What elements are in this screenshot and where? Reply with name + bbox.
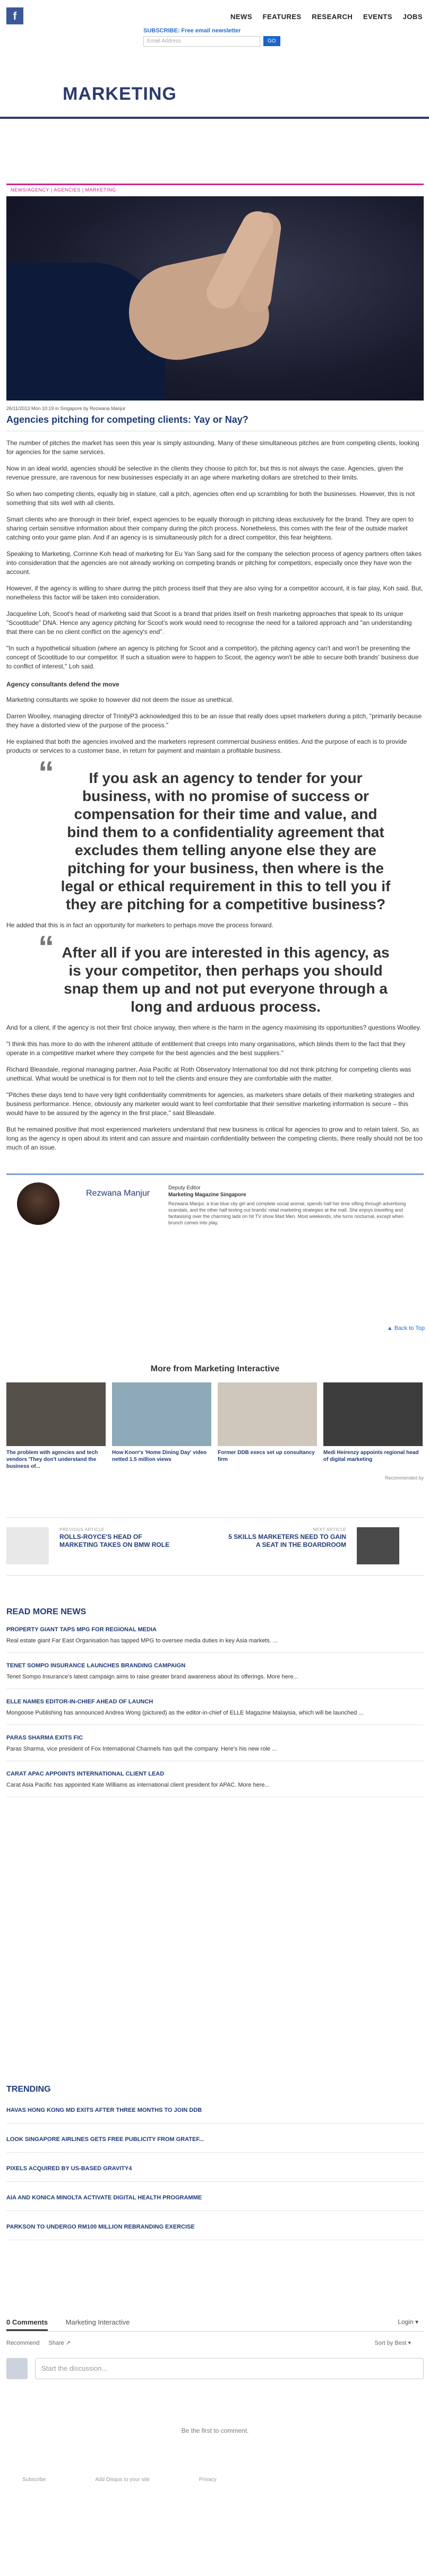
brand-divider — [0, 117, 429, 119]
next-article-thumbnail[interactable] — [357, 1527, 399, 1564]
top-bar — [0, 0, 429, 58]
author-title: Deputy Editor — [168, 1185, 201, 1191]
news-desc: Mongoose Publishing has announced Andrea Wong (pictured) as the editor-in-chief of ELLE Magazine Malaysia, which will be launched ... — [6, 1710, 364, 1716]
section-title: READ MORE NEWS — [6, 1607, 87, 1616]
privacy-link[interactable]: Privacy — [199, 2477, 217, 2483]
recommended-card[interactable] — [112, 1382, 211, 1470]
news-link[interactable]: TENET SOMPO INSURANCE LAUNCHES BRANDING CAMPAIGN — [6, 1663, 186, 1669]
page-title: Agencies pitching for competing clients: Yay or Nay? — [6, 414, 248, 425]
news-link[interactable]: PARAS SHARMA EXITS FIC — [6, 1735, 83, 1741]
subscribe-link[interactable]: Subscribe — [22, 2477, 46, 2483]
card-list — [6, 1382, 424, 1470]
nav-research[interactable]: RESEARCH — [312, 13, 353, 21]
brand-logo[interactable]: MARKETING — [63, 84, 177, 104]
paragraph: Jacqueline Loh, Scoot's head of marketing said that Scoot is a brand that prides itself on fresh marketing approaches that speak to its unique "Scootitude" DNA. Hence any agency pitching for Scoot's work would need to recognise the need for a tailored approach and "an understanding that there can be no client conflict on the agency's end". — [6, 610, 412, 636]
nav-features[interactable]: FEATURES — [262, 13, 302, 21]
card-thumbnail[interactable] — [6, 1382, 106, 1446]
brand-bar — [63, 84, 177, 105]
author-publication: Marketing Magazine Singapore — [168, 1192, 246, 1198]
newsletter-signup — [143, 28, 280, 47]
nav-jobs[interactable]: JOBS — [402, 13, 423, 21]
nav-events[interactable]: EVENTS — [363, 13, 392, 21]
divider — [6, 1652, 424, 1653]
trending-section — [6, 2085, 424, 2240]
card-thumbnail[interactable] — [112, 1382, 211, 1446]
divider — [6, 2123, 424, 2124]
trending-link[interactable]: AIA AND KONICA MINOLTA ACTIVATE DIGITAL HEALTH PROGRAMME — [6, 2195, 202, 2201]
recommended-card[interactable] — [6, 1382, 106, 1470]
nav-news[interactable]: NEWS — [230, 13, 252, 21]
section-title: More from Marketing Interactive — [150, 1364, 280, 1373]
card-caption[interactable]: Former DDB execs set up consultancy firm — [218, 1450, 315, 1463]
recommended-by[interactable]: Recommended by — [384, 1475, 424, 1481]
news-link[interactable]: PROPERTY GIANT TAPS MPG FOR REGIONAL MEDIA — [6, 1626, 157, 1633]
pull-quote-text: After all if you are interested in this agency, as is your competitor, then perhaps you should snap them up and not put everyone through a long and arduous process. — [62, 944, 390, 1015]
avatar — [6, 2358, 28, 2379]
list-item — [6, 1735, 424, 1761]
author-bio: Rezwana Manjur, a true blue city girl and complete social animal, spends half her time sifting through advertising scandals, and the other half testing out brands' retail marketing strategies at the mall. She enjoys travelling and fantasising over the charming lads on hit TV show Mad Men. Most weekends, she turns nocturnal, except when brunch comes into play. — [168, 1201, 406, 1225]
pull-quote-text: If you ask an agency to tender for your business, with no promise of success or compensation for their time and value, and bind them to a confidentiality agreement that excludes them telling anyone else they are pitching for your business, then where is the legal or ethical requirement in this to tell you if they are pitching for a competitive business? — [61, 770, 391, 912]
author-box — [6, 1173, 424, 1232]
news-link[interactable]: ELLE NAMES EDITOR-IN-CHIEF AHEAD OF LAUNCH — [6, 1699, 153, 1705]
paragraph: Richard Bleasdale, regional managing partner, Asia Pacific at Roth Observatory International too did not think pitching for competing clients was unethical. What would be unethical is for them not to tell the clients and ensure they are comfortable with the matter. — [6, 1066, 411, 1082]
paragraph: Smart clients who are thorough in their brief, expect agencies to be equally thorough in pitching ideas exclusively for the brand. They are open to sharing certain sensitive information about their company during the pitch process. Nonetheless, this comes with the fear of the outside market catching onto your game plan. And if an agency is is simultaneously pitch for a direct competitor, this fear heightens. — [6, 516, 414, 541]
sort-dropdown[interactable]: Sort by Best ▾ — [374, 2340, 411, 2346]
facebook-icon[interactable]: f — [6, 7, 23, 24]
pull-quote — [38, 929, 392, 1016]
previous-article[interactable] — [6, 1527, 182, 1549]
list-item — [6, 2136, 424, 2153]
section-title: TRENDING — [6, 2085, 51, 2094]
news-link[interactable]: CARAT APAC APPOINTS INTERNATIONAL CLIENT LEAD — [6, 1771, 165, 1777]
read-more-section — [6, 1607, 424, 1797]
list-item — [6, 1699, 424, 1725]
go-button[interactable]: GO — [263, 36, 280, 46]
avatar — [17, 1182, 59, 1225]
article-pagination — [6, 1517, 424, 1576]
list-item — [6, 2165, 424, 2182]
list-item — [6, 1663, 424, 1689]
previous-article-thumbnail[interactable] — [6, 1527, 49, 1564]
paragraph: So when two competing clients, equally big in stature, call a pitch, agencies often end up scrambling for both the businesses. However, this is not something that sits well with all clients. — [6, 490, 415, 507]
paragraph: Now in an ideal world, agencies should be selective in the clients they choose to pitch for, but this is not always the case. Agencies, given the revenue pressure, are ravenous for new businesses especially in an age where marketing dollars are stretched to their limits. — [6, 465, 404, 481]
news-desc: Paras Sharma, vice president of Fox International Channels has quit the company. Here's his new role ... — [6, 1746, 277, 1752]
email-field[interactable]: Email Address — [143, 36, 260, 47]
recommend-button[interactable]: Recommend — [6, 2340, 40, 2346]
news-desc: Real estate giant Far East Organisation has tapped MPG to oversee media duties in key Asia markets. ... — [6, 1638, 278, 1644]
list-item — [6, 1771, 424, 1797]
list-item — [6, 2224, 424, 2240]
trending-link[interactable]: PARKSON TO UNDERGO RM100 MILLION REBRANDING EXERCISE — [6, 2224, 195, 2230]
recommended-card[interactable] — [218, 1382, 317, 1470]
quote-mark-icon: “ — [38, 929, 54, 965]
card-caption[interactable]: How Knorr's 'Home Dining Day' video netted 1.5 million views — [112, 1450, 207, 1463]
card-caption[interactable]: Medi Heirenzy appoints regional head of digital marketing — [323, 1450, 419, 1463]
login-menu[interactable]: Login ▾ — [398, 2318, 418, 2326]
paragraph: "Pitches these days tend to have very tight confidentiality commitments for agencies, as marketers share details of their marketing strategies and business performance. Hence, obviously any marketer would want to feel comfortable that their sensitive marketing information is secure – this would have to be assured by the agency in the first place," said Bleasdale. — [6, 1091, 414, 1117]
comment-input[interactable]: Start the discussion... — [35, 2358, 424, 2379]
newsletter-label: SUBSCRIBE: Free email newsletter — [143, 28, 241, 34]
list-item — [6, 1626, 424, 1653]
card-caption[interactable]: The problem with agencies and tech vendors 'They don't understand the business of... — [6, 1450, 98, 1469]
add-disqus-link[interactable]: Add Disqus to your site — [95, 2477, 150, 2483]
next-article[interactable] — [224, 1527, 399, 1549]
paragraph: Speaking to Marketing, Corrinne Koh head of marketing for Eu Yan Sang said for the company the selection process of agency partners often takes into consideration that the agencies are not already working on competing brands or pitching for competitors, especially once they have won the account. — [6, 550, 422, 576]
paragraph: He explained that both the agencies involved and the marketers represent commercial business entities. And the purpose of each is to provide products or services to a customer base, in return for payment and maintain a profitable business. — [6, 738, 407, 754]
paragraph: "I think this has more to do with the inherent attitude of entitlement that creeps into many organisations, which blinds them to the fact that they operate in a competitive market where they compete for the best agencies and the best suppliers." — [6, 1040, 406, 1057]
article-body — [6, 439, 424, 1152]
divider — [6, 2152, 424, 2153]
recommended-card[interactable] — [323, 1382, 423, 1470]
quote-mark-icon: “ — [38, 755, 54, 790]
hero-image — [6, 196, 424, 401]
pull-quote — [38, 755, 392, 913]
paragraph: And for a client, if the agency is not their first choice anyway, then where is the harm in the agency maximising its opportunities? questions Woolley. — [6, 1024, 422, 1031]
previous-label: PREVIOUS ARTICLE — [59, 1527, 105, 1532]
tab-site[interactable]: Marketing Interactive — [65, 2318, 130, 2326]
paragraph: "In such a hypothetical situation (where an agency is pitching for Scoot and a competitor), the pitching agency can't and won't be presenting the concept of Scootitude to our competitor. If such a situation were to happen to Scoot, the agency won't be able to secure both brands' business due to conflict of interest," Loh said. — [6, 645, 419, 670]
breadcrumb[interactable]: NEWS/AGENCY | AGENCIES | MARKETING — [6, 184, 424, 193]
paragraph: Darren Woolley, managing director of TrinityP3 acknowledged this to be an issue that really does upset marketers during a pitch, "primarily because they have a distorted view of the purpose of the process." — [6, 712, 422, 729]
author-name[interactable]: Rezwana Manjur — [86, 1189, 150, 1198]
next-title[interactable]: 5 SKILLS MARKETERS NEED TO GAIN A SEAT IN THE BOARDROOM — [228, 1533, 346, 1548]
news-desc: Carat Asia Pacific has appointed Kate Williams as international client president for APAC. More here... — [6, 1782, 270, 1788]
next-label: NEXT ARTICLE — [313, 1527, 346, 1532]
more-from-section — [6, 1364, 424, 1481]
author-role — [168, 1185, 246, 1198]
paragraph: However, if the agency is willing to share during the pitch process itself that they are also vying for a competitor account, it is fair play, Koh said. But, nonetheless this factor will be taken into consideration. — [6, 585, 423, 601]
trending-link[interactable]: PIXELS ACQUIRED BY US-BASED GRAVITY4 — [6, 2165, 132, 2172]
trending-link[interactable]: HAVAS HONG KONG MD EXITS AFTER THREE MONTHS TO JOIN DDB — [6, 2107, 202, 2113]
comments-footer — [6, 2477, 424, 2483]
share-button[interactable]: Share ↗ — [48, 2340, 71, 2346]
article-meta: 26/11/2013 Mon 10:19 in Singapore by Rezwana Manjur — [6, 406, 126, 411]
trending-link[interactable]: LOOK SINGAPORE AIRLINES GETS FREE PUBLICITY FROM GRATEF... — [6, 2136, 204, 2143]
paragraph: He added that this is in fact an opportunity for marketers to perhaps move the process forward. — [6, 921, 273, 929]
back-to-top-link[interactable]: ▲ Back to Top — [387, 1325, 425, 1331]
card-thumbnail[interactable] — [323, 1382, 423, 1446]
comments-section — [6, 2318, 424, 2483]
comment-actions — [6, 2339, 424, 2346]
comment-tabs — [6, 2318, 424, 2332]
paragraph: But he remained positive that most experienced marketers understand that new business is critical for agencies to grow and to retain talent. So, as long as the agency is open about its intent and can assure and maintain confidentiality between the competing clients, there really should not be too much of an issue. — [6, 1126, 423, 1151]
card-thumbnail[interactable] — [218, 1382, 317, 1446]
list-item — [6, 2107, 424, 2124]
divider — [6, 2181, 424, 2182]
article — [6, 184, 424, 1232]
previous-title[interactable]: ROLLS-ROYCE'S HEAD OF MARKETING TAKES ON BMW ROLE — [59, 1533, 170, 1548]
list-item — [6, 2195, 424, 2211]
comment-compose — [6, 2358, 424, 2379]
paragraph: Marketing consultants we spoke to however did not deem the issue as unethical. — [6, 696, 234, 703]
subheading: Agency consultants defend the move — [6, 681, 119, 688]
main-nav — [222, 13, 423, 21]
paragraph: The number of pitches the market has seen this year is simply astounding. Many of these simultaneous pitches are from competing clients, looking for agencies for the same services. — [6, 439, 419, 456]
empty-comments-text: Be the first to comment. — [181, 2427, 249, 2434]
news-desc: Tenet Sompo Insurance's latest campaign aims to raise greater brand awareness about its offerings. More here... — [6, 1674, 298, 1680]
tab-comments[interactable]: 0 Comments — [6, 2318, 48, 2331]
